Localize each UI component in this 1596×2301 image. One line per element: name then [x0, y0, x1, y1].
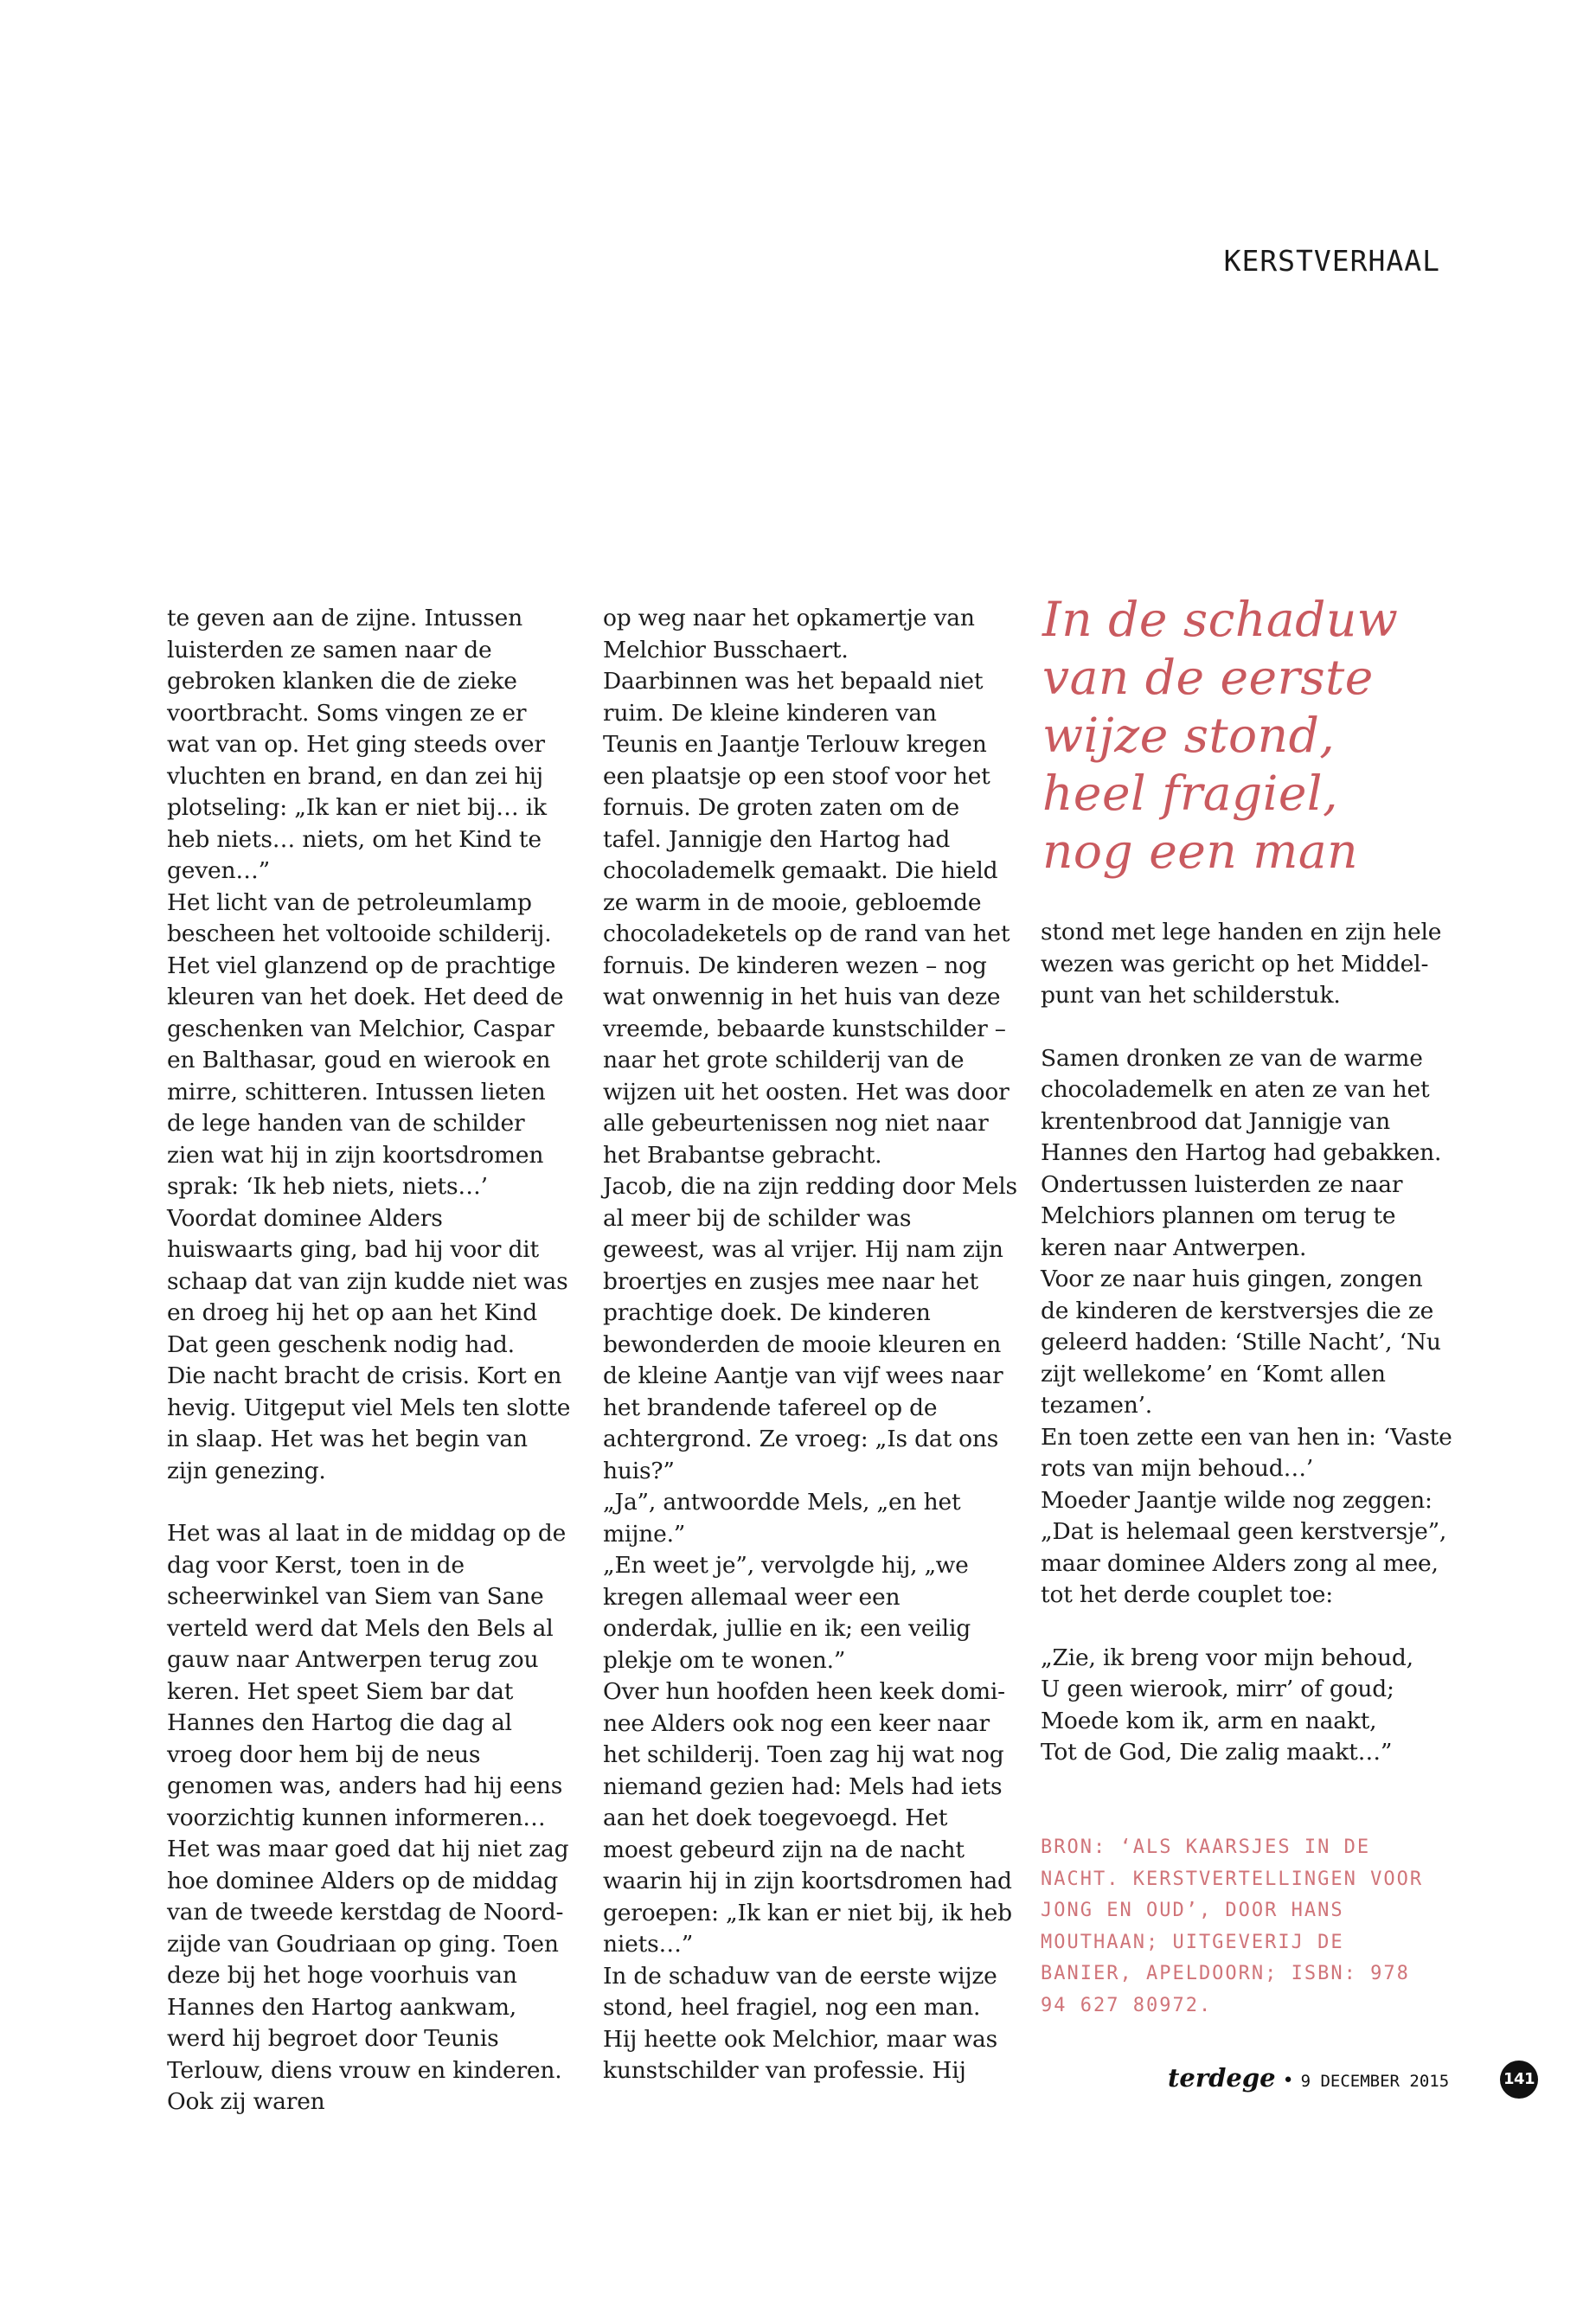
paragraph: stond met lege handen en zijn hele wezen was gericht op het Middelpunt van het schilderstuk. [1041, 919, 1442, 1009]
pull-quote-line: wijze stond, [1042, 708, 1336, 763]
paragraph: op weg naar het opkamertje van Melchior Busschaert. [603, 605, 975, 663]
pull-quote [1042, 591, 1449, 881]
poem-line: Tot de God, Die zalig maakt…” [1041, 1739, 1393, 1766]
pull-quote-line: In de schaduw [1042, 592, 1399, 647]
magazine-brand: terdege [1168, 2063, 1276, 2093]
paragraph: te geven aan de zijne. Intussen luisterden ze samen naar de gebroken klanken die de zieke voortbracht. Soms vingen ze er wat van op. Het ging steeds over vluchten en brand, en dan zei hij plotseling: „Ik kan er niet bij… ik heb niets… niets, om het Kind te geven…” [167, 605, 547, 884]
issue-date: 9 DECEMBER 2015 [1300, 2072, 1450, 2091]
paragraph: In de schaduw van de eerste wijze stond, heel fragiel, nog een man. Hij heette ook Melchior, maar was kunstschilder van professie. Hij [603, 1962, 997, 2084]
poem-verse [1041, 1643, 1456, 1769]
paragraph: Moeder Jaantje wilde nog zeggen: „Dat is helemaal geen kerstversje”, maar dominee Alders zong al mee, tot het derde couplet toe: [1041, 1486, 1447, 1608]
paragraph: En toen zette een van hen in: ‘Vaste rots van mijn behoud…’ [1041, 1423, 1452, 1482]
paragraph: Over hun hoofden heen keek dominee Alders ook nog een keer naar het schilderij. Toen zag hij wat nog niemand gezien had: Mels had iets aan het doek toegevoegd. Het moest gebeurd zijn na de nacht waarin hij in zijn koortsdromen had geroepen: „Ik kan er niet bij, ik heb niets…” [603, 1678, 1012, 1958]
paragraph: „Ja”, antwoordde Mels, „en het mijne.” [603, 1489, 961, 1548]
section-label: KERSTVERHAAL [1223, 244, 1440, 278]
page-number-badge: 141 [1500, 2061, 1538, 2099]
paragraph: Die nacht bracht de crisis. Kort en hevig. Uitgeput viel Mels ten slotte in slaap. Het was het begin van zijn genezing. [167, 1362, 571, 1484]
paragraph: Samen dronken ze van de warme chocolademelk en aten ze van het krentenbrood dat Jannigje van Hannes den Hartog had gebakken. Ondertussen luisterden ze naar Melchiors plannen om terug te keren naar Antwerpen. [1041, 1044, 1442, 1261]
source-credit: BRON: ‘ALS KAARSJES IN DE NACHT. KERSTVERTELLINGEN VOOR JONG EN OUD’, DOOR HANS MOUTHAAN; UITGEVERIJ DE BANIER, APELDOORN; ISBN: 978 94 627 80972. [1041, 1836, 1424, 2016]
paragraph: Voor ze naar huis gingen, zongen de kinderen de kerstversjes die ze geleerd hadden: ‘Stille Nacht’, ‘Nu zijt wellekome’ en ‘Komt allen tezamen’. [1041, 1266, 1441, 1419]
article-column-2 [603, 603, 1018, 2087]
paragraph: Het licht van de petroleumlamp bescheen het voltooide schilderij. Het viel glanzend op de prachtige kleuren van het doek. Het deed de geschenken van Melchior, Caspar en Balthasar, goud en wierook en mirre, schitteren. Intussen lieten de lege handen van de schilder zien wat hij in zijn koortsdromen sprak: ‘Ik heb niets, niets…’ [167, 888, 564, 1200]
poem-line: Moede kom ik, arm en naakt, [1041, 1707, 1377, 1734]
pull-quote-line: van de eerste [1042, 650, 1374, 705]
pull-quote-line: heel fragiel, [1042, 766, 1338, 821]
pull-quote-line: nog een man [1042, 824, 1359, 879]
paragraph: Het was maar goed dat hij niet zag hoe dominee Alders op de middag van de tweede kerstdag de Noordzijde van Goudriaan op ging. Toen deze bij het hoge voorhuis van Hannes den Hartog aankwam, werd hij begroet door Teunis Terlouw, diens vrouw en kinderen. Ook zij waren [167, 1836, 569, 2115]
paragraph: „En weet je”, vervolgde hij, „we kregen allemaal weer een onderdak, jullie en ik; een veilig plekje om te wonen.” [603, 1552, 971, 1674]
poem-line: „Zie, ik breng voor mijn behoud, [1041, 1644, 1413, 1671]
paragraph: Jacob, die na zijn redding door Mels al meer bij de schilder was geweest, was al vrijer. Hij nam zijn broertjes en zusjes mee naar het prachtige doek. De kinderen bewonderden de mooie kleuren en de kleine Aantje van vijf wees naar het brandende tafereel op de achtergrond. Ze vroeg: „Is dat ons huis?” [603, 1173, 1017, 1484]
paragraph: Daarbinnen was het bepaald niet ruim. De kleine kinderen van Teunis en Jaantje Terlouw kregen een plaatsje op een stoof voor het fornuis. De groten zaten om de tafel. Jannigje den Hartog had chocolademelk gemaakt. Die hield ze warm in de mooie, gebloemde chocoladeketels op de rand van het fornuis. De kinderen wezen – nog wat onwennig in het huis van deze vreemde, bebaarde kunstschilder – naar het grote schilderij van de wijzen uit het oosten. Het was door alle gebeurtenissen nog niet naar het Brabantse gebracht. [603, 668, 1010, 1169]
paragraph: Het was al laat in de middag op de dag voor Kerst, toen in de scheerwinkel van Siem van Sane verteld werd dat Mels den Bels al gauw naar Antwerpen terug zou keren. Het speet Siem bar dat Hannes den Hartog die dag al vroeg door hem bij de neus genomen was, anders had hij eens voorzichtig kunnen informeren… [167, 1520, 567, 1831]
poem-line: U geen wierook, mirr’ of goud; [1041, 1676, 1394, 1702]
article-column-1 [167, 603, 574, 2118]
page-footer [1168, 2063, 1450, 2093]
paragraph: Voordat dominee Alders huiswaarts ging, bad hij voor dit schaap dat van zijn kudde niet was en droeg hij het op aan het Kind Dat geen geschenk nodig had. [167, 1204, 568, 1358]
article-column-3 [1041, 917, 1456, 1769]
footer-separator: • [1282, 2070, 1294, 2092]
